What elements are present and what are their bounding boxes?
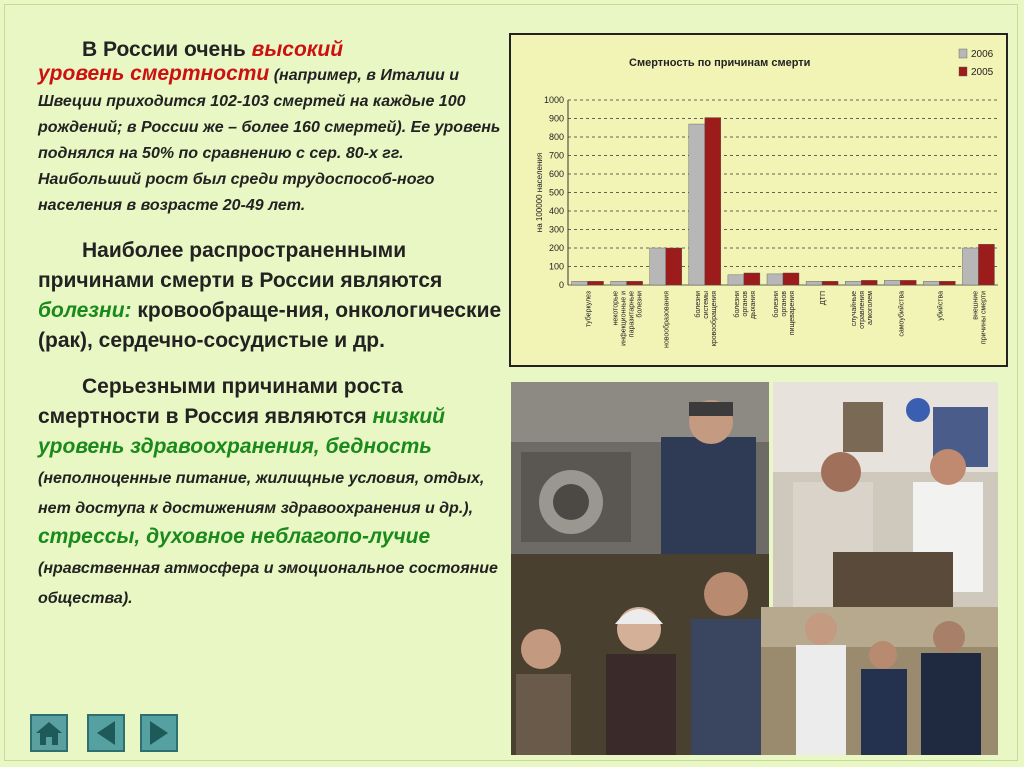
legend-swatch-2006 (959, 49, 967, 58)
photo-worker-machine (511, 382, 769, 554)
p3-intro: Серьезными причинами роста смертности в Россия являются (38, 375, 403, 428)
y-tick-800: 800 (548, 132, 564, 142)
p2-list: кровообраще-ния, онкологические (рак), сердечно-сосудистые и др. (38, 299, 502, 352)
legend-label-2005: 2005 (971, 67, 994, 78)
bar-2005-8 (900, 280, 916, 285)
legend-label-2006: 2006 (971, 49, 994, 60)
worker-photo-image (511, 382, 769, 554)
y-tick-300: 300 (548, 224, 564, 235)
chart-title: Смертность по причинам смерти (629, 57, 811, 69)
bar-2005-3 (705, 118, 721, 285)
paragraph-causes (38, 236, 502, 356)
bar-2005-0 (588, 281, 604, 285)
bar-2005-9 (939, 281, 955, 285)
bar-2006-8 (884, 280, 900, 285)
bar-2006-1 (611, 281, 627, 285)
bar-2006-0 (572, 281, 588, 285)
x-tick-label-5: болезниоргановпищеварения (773, 291, 796, 336)
medical-photo-image (773, 382, 998, 607)
p1-intro: В России очень (82, 38, 252, 61)
bar-2005-10 (978, 244, 994, 285)
bar-2005-1 (627, 281, 643, 285)
bar-2005-7 (861, 280, 877, 285)
mortality-chart (509, 33, 1008, 367)
p3-healthcare: низкий уровень здравоохранения, бедность (38, 405, 446, 458)
legend-swatch-2005 (959, 67, 967, 76)
bar-2006-5 (767, 274, 783, 285)
bar-2005-2 (666, 248, 682, 285)
teens-photo-image (761, 607, 998, 755)
x-tick-label-6: ДТП (820, 291, 828, 306)
x-tick-label-4: болезниоргановдыхания (733, 291, 757, 319)
y-tick-1000: 1000 (543, 95, 564, 105)
arrow-left-icon (89, 716, 123, 750)
y-axis-label: на 100000 населения (535, 152, 544, 233)
p1-details: (например, в Италии и Швеции приходится 102-103 смертей на каждые 100 рождений; в России же – более 160 смертей). Ее уровень поднялся на 50% по сравнению с сер. 80-х гг. Наибольший рост был среди трудоспособ-ного населения в возрасте 20-49 лет. (38, 67, 501, 214)
bar-2005-6 (822, 281, 838, 285)
y-tick-500: 500 (548, 187, 564, 198)
p2-diseases: болезни: (38, 299, 132, 322)
photo-teenagers-street (761, 607, 998, 755)
photo-collage (511, 382, 998, 755)
p3-poverty-details: (неполноценные питание, жилищные условия, отдых, нет доступа к достижениям здравоохранения и др.), (38, 470, 485, 517)
paragraph-mortality (38, 38, 502, 218)
photo-youth-group (511, 554, 769, 755)
x-tick-label-2: новообразования (663, 291, 671, 349)
text-column (38, 38, 502, 612)
bar-2006-2 (650, 248, 666, 285)
y-tick-100: 100 (548, 261, 564, 272)
x-tick-label-0: туберкулез (585, 291, 593, 328)
bar-2005-4 (744, 273, 760, 285)
bar-2005-5 (783, 273, 799, 285)
home-button[interactable] (30, 714, 68, 752)
y-tick-900: 900 (548, 113, 564, 124)
y-tick-200: 200 (548, 243, 564, 253)
bar-2006-6 (806, 281, 822, 285)
p1-high-word: высокий (251, 38, 344, 61)
chart-canvas (511, 35, 1006, 365)
bar-2006-3 (689, 124, 705, 285)
bar-2006-10 (962, 248, 978, 285)
y-tick-700: 700 (548, 150, 564, 161)
home-icon (32, 716, 66, 750)
photo-medical-exam (773, 382, 998, 607)
y-tick-400: 400 (548, 206, 564, 216)
bar-2006-9 (923, 281, 939, 285)
x-tick-label-8: самоубийства (898, 291, 906, 337)
forward-button[interactable] (140, 714, 178, 752)
x-tick-label-10: внешниепричины смерти (972, 291, 988, 345)
p1-level-phrase: уровень смертности (38, 62, 270, 85)
back-button[interactable] (87, 714, 125, 752)
x-tick-label-1: некоторыеинфекционные ипаразитарныеболезни (612, 291, 644, 346)
p3-stress: стрессы, духовное неблагопо-лучие (38, 525, 431, 548)
youth-photo-image (511, 554, 769, 755)
x-tick-label-9: убийства (937, 291, 945, 321)
bar-2006-7 (845, 281, 861, 285)
x-tick-label-7: случайныеотравленияалкоголем (851, 291, 875, 329)
y-tick-600: 600 (548, 169, 564, 179)
x-tick-label-3: болезнисистемыкровообращения (694, 291, 718, 347)
p2-intro: Наиболее распространенными причинами смерти в России являются (38, 239, 443, 292)
bar-2006-4 (728, 275, 744, 285)
p3-stress-details: (нравственная атмосфера и эмоциональное состояние общества). (38, 560, 498, 607)
paragraph-reasons (38, 372, 502, 612)
y-tick-0: 0 (558, 280, 564, 290)
arrow-right-icon (142, 716, 176, 750)
